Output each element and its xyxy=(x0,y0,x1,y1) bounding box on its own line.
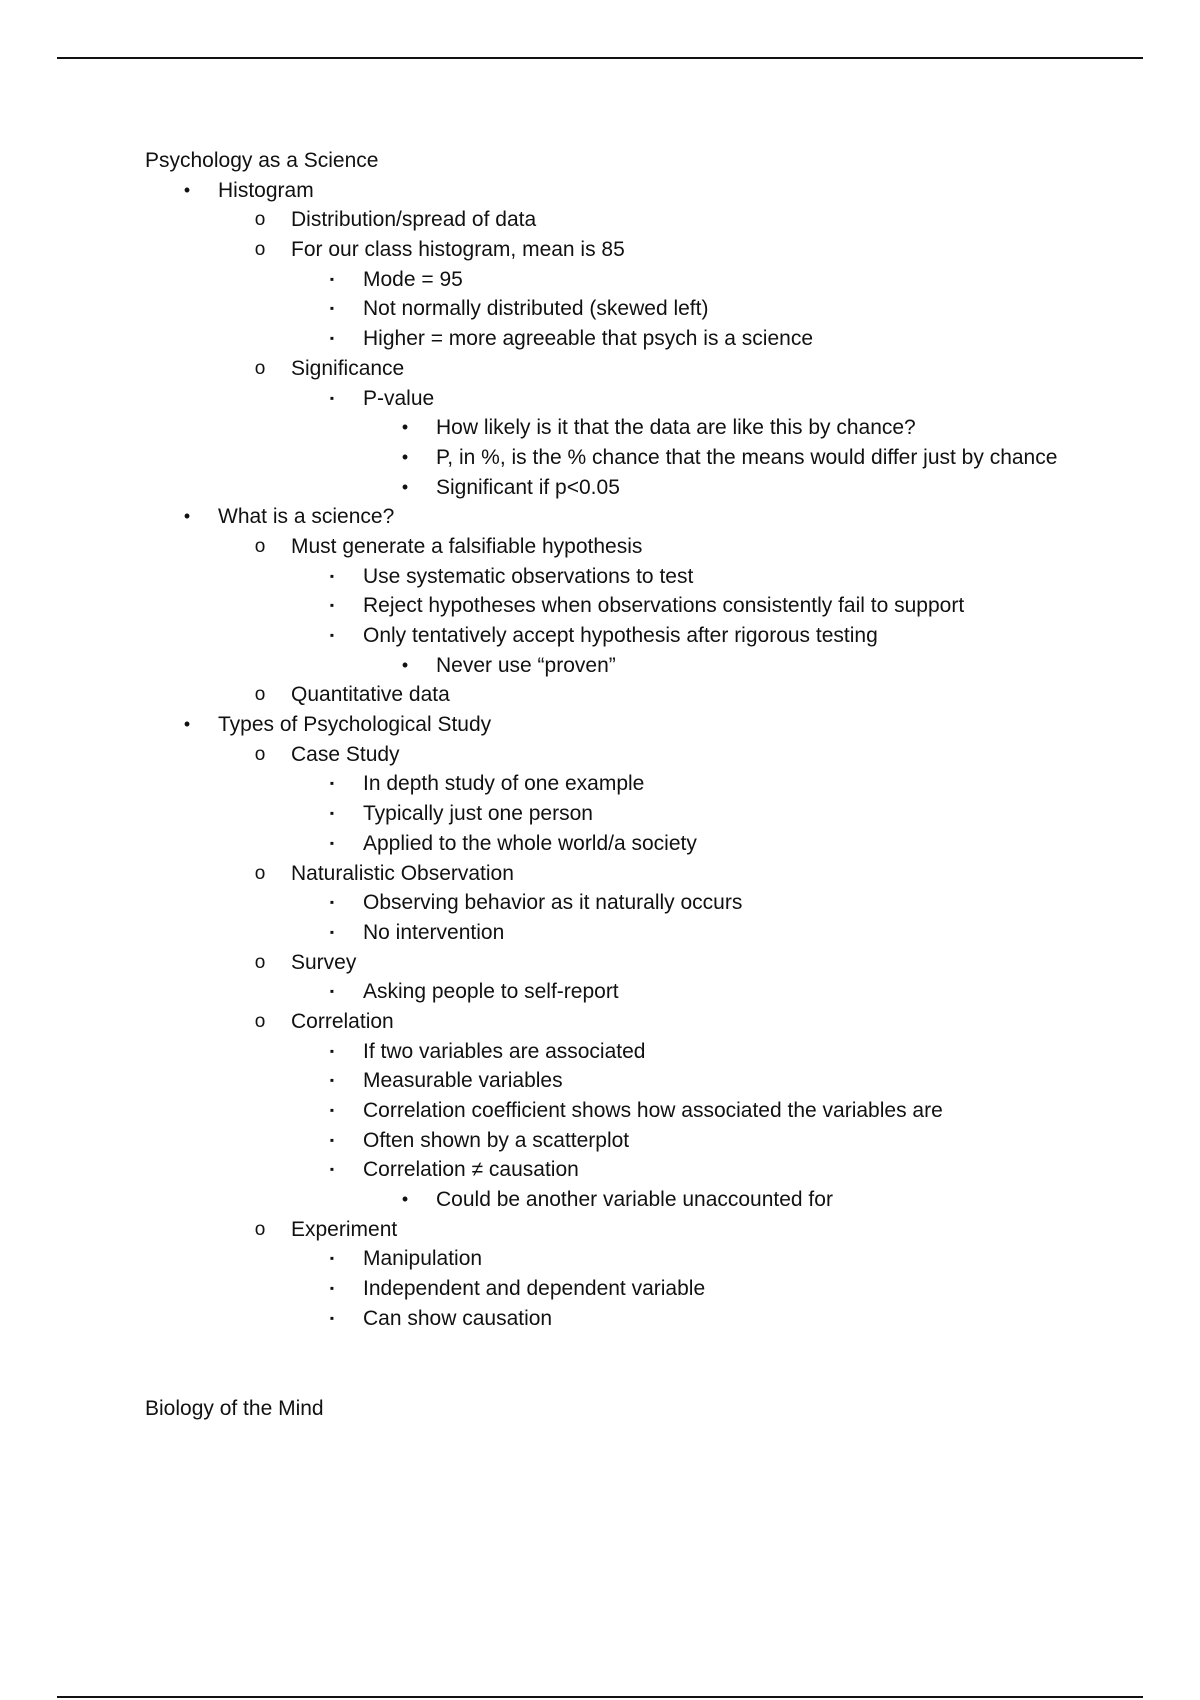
section-spacer xyxy=(145,1334,1155,1394)
list-item-text: What is a science? xyxy=(218,505,395,529)
list-item xyxy=(145,532,1155,562)
list-item xyxy=(145,888,1155,918)
bullet-marker-icon: ▪ xyxy=(329,776,335,791)
list-item xyxy=(145,354,1155,384)
bullet-marker-icon: o xyxy=(254,684,266,706)
list-item-text: Not normally distributed (skewed left) xyxy=(363,297,709,321)
bullet-marker-icon: o xyxy=(254,1218,266,1240)
list-item-text: If two variables are associated xyxy=(363,1039,646,1063)
list-item-text: Reject hypotheses when observations consistently fail to support xyxy=(363,594,965,618)
list-item-text: Correlation ≠ causation xyxy=(363,1158,579,1182)
list-item-text: Naturalistic Observation xyxy=(291,861,514,885)
list-item-text: No intervention xyxy=(363,920,505,944)
list-item xyxy=(145,1244,1155,1274)
list-item-text: Experiment xyxy=(291,1217,398,1241)
list-item xyxy=(145,977,1155,1007)
outline-list xyxy=(145,176,1155,1334)
list-item xyxy=(145,1185,1155,1215)
list-item xyxy=(145,384,1155,414)
list-item xyxy=(145,651,1155,681)
list-item-text: Types of Psychological Study xyxy=(218,713,492,737)
list-item xyxy=(145,294,1155,324)
list-item-text: Only tentatively accept hypothesis after rigorous testing xyxy=(363,624,878,647)
list-item-text: Survey xyxy=(291,950,357,974)
list-item-text: Significance xyxy=(291,356,405,380)
list-item xyxy=(145,1096,1155,1126)
bullet-marker-icon: ▪ xyxy=(329,835,335,850)
bullet-marker-icon: o xyxy=(254,862,266,884)
list-item-text: Correlation xyxy=(291,1009,394,1033)
bullet-marker-icon: ▪ xyxy=(329,806,335,821)
bullet-marker-icon: ▪ xyxy=(329,1043,335,1058)
bullet-marker-icon: ▪ xyxy=(329,895,335,910)
list-item xyxy=(145,918,1155,948)
list-item-text: Significant if p<0.05 xyxy=(436,475,620,499)
list-item-text: Independent and dependent variable xyxy=(363,1277,706,1301)
list-item xyxy=(145,502,1155,532)
bullet-marker-icon: ▪ xyxy=(329,271,335,286)
list-item xyxy=(145,1007,1155,1037)
list-item xyxy=(145,1066,1155,1096)
bullet-marker-icon: • xyxy=(183,179,191,200)
list-item-text: Higher = more agreeable that psych is a science xyxy=(363,327,813,351)
list-item-text: In depth study of one example xyxy=(363,772,645,796)
section-title: Psychology as a Science xyxy=(145,149,379,172)
bullet-marker-icon: ▪ xyxy=(329,1132,335,1147)
list-item xyxy=(145,621,1155,651)
list-item-text: Manipulation xyxy=(363,1247,483,1271)
bullet-marker-icon: • xyxy=(183,714,191,735)
list-item-text: Could be another variable unaccounted for xyxy=(436,1188,833,1212)
list-item-text: Distribution/spread of data xyxy=(291,208,537,232)
list-item xyxy=(145,324,1155,354)
list-item xyxy=(145,859,1155,889)
bullet-marker-icon: ▪ xyxy=(329,924,335,939)
list-item xyxy=(145,948,1155,978)
bullet-marker-icon: • xyxy=(401,446,409,467)
bullet-marker-icon: ▪ xyxy=(329,628,335,642)
list-item-text: Asking people to self-report xyxy=(363,980,619,1004)
list-item-text: Applied to the whole world/a society xyxy=(363,831,697,855)
list-item xyxy=(145,413,1155,443)
list-item xyxy=(145,680,1155,710)
bullet-marker-icon: ▪ xyxy=(329,390,335,405)
list-item-text: Histogram xyxy=(218,178,314,202)
list-item-text: Can show causation xyxy=(363,1306,553,1330)
bullet-marker-icon: ▪ xyxy=(329,331,335,346)
bullet-marker-icon: ▪ xyxy=(329,1310,335,1325)
bullet-marker-icon: o xyxy=(254,357,266,379)
bullet-marker-icon: ▪ xyxy=(329,1281,335,1296)
document-body xyxy=(145,146,1155,1423)
list-item-text: Case Study xyxy=(291,742,400,766)
bullet-marker-icon: ▪ xyxy=(329,301,335,316)
list-item xyxy=(145,591,1155,621)
list-item-text: Never use “proven” xyxy=(436,653,616,677)
section-biology-of-the-mind xyxy=(145,1394,1155,1424)
list-item-text: Measurable variables xyxy=(363,1069,563,1093)
bullet-marker-icon: ▪ xyxy=(329,568,335,583)
list-item xyxy=(145,740,1155,770)
bullet-marker-icon: • xyxy=(401,654,409,675)
bullet-marker-icon: • xyxy=(401,1189,409,1210)
list-item xyxy=(145,799,1155,829)
list-item-text: Often shown by a scatterplot xyxy=(363,1128,630,1152)
bullet-marker-icon: o xyxy=(254,743,266,765)
list-item xyxy=(145,710,1155,740)
bullet-marker-icon: ▪ xyxy=(329,1162,335,1177)
bullet-marker-icon: o xyxy=(254,951,266,973)
list-item xyxy=(145,1274,1155,1304)
list-item xyxy=(145,235,1155,265)
list-item xyxy=(145,265,1155,295)
list-item-text: Use systematic observations to test xyxy=(363,564,694,588)
list-item xyxy=(145,562,1155,592)
bullet-marker-icon: • xyxy=(401,476,409,497)
list-item xyxy=(145,443,1155,473)
footer-rule xyxy=(57,1696,1143,1698)
list-item xyxy=(145,829,1155,859)
list-item-text: P, in %, is the % chance that the means would differ just by chance xyxy=(436,445,1058,469)
list-item xyxy=(145,1126,1155,1156)
bullet-marker-icon: o xyxy=(254,209,266,231)
bullet-marker-icon: o xyxy=(254,535,266,557)
list-item-text: For our class histogram, mean is 85 xyxy=(291,238,625,262)
list-item xyxy=(145,769,1155,799)
list-item xyxy=(145,1037,1155,1067)
list-item xyxy=(145,1215,1155,1245)
bullet-marker-icon: ▪ xyxy=(329,598,335,613)
bullet-marker-icon: • xyxy=(183,506,191,527)
bullet-marker-icon: ▪ xyxy=(329,1073,335,1088)
list-item-text: Quantitative data xyxy=(291,683,450,707)
list-item xyxy=(145,205,1155,235)
list-item-text: Observing behavior as it naturally occurs xyxy=(363,891,743,915)
list-item xyxy=(145,176,1155,206)
list-item-text: Typically just one person xyxy=(363,802,593,826)
list-item-text: P-value xyxy=(363,386,435,410)
list-item-text: Must generate a falsifiable hypothesis xyxy=(291,534,643,558)
bullet-marker-icon: • xyxy=(401,417,409,438)
bullet-marker-icon: ▪ xyxy=(329,984,335,999)
header-rule xyxy=(57,57,1143,59)
section-psychology-as-a-science xyxy=(145,146,1155,1334)
bullet-marker-icon: ▪ xyxy=(329,1103,335,1117)
list-item-text: Mode = 95 xyxy=(363,267,463,291)
bullet-marker-icon: o xyxy=(254,1010,266,1032)
list-item-text: Correlation coefficient shows how associated the variables are xyxy=(363,1099,943,1122)
list-item-text: How likely is it that the data are like this by chance? xyxy=(436,416,916,440)
list-item xyxy=(145,473,1155,503)
list-item xyxy=(145,1304,1155,1334)
section-title: Biology of the Mind xyxy=(145,1396,324,1420)
list-item xyxy=(145,1155,1155,1185)
bullet-marker-icon: ▪ xyxy=(329,1251,335,1266)
bullet-marker-icon: o xyxy=(254,239,266,261)
